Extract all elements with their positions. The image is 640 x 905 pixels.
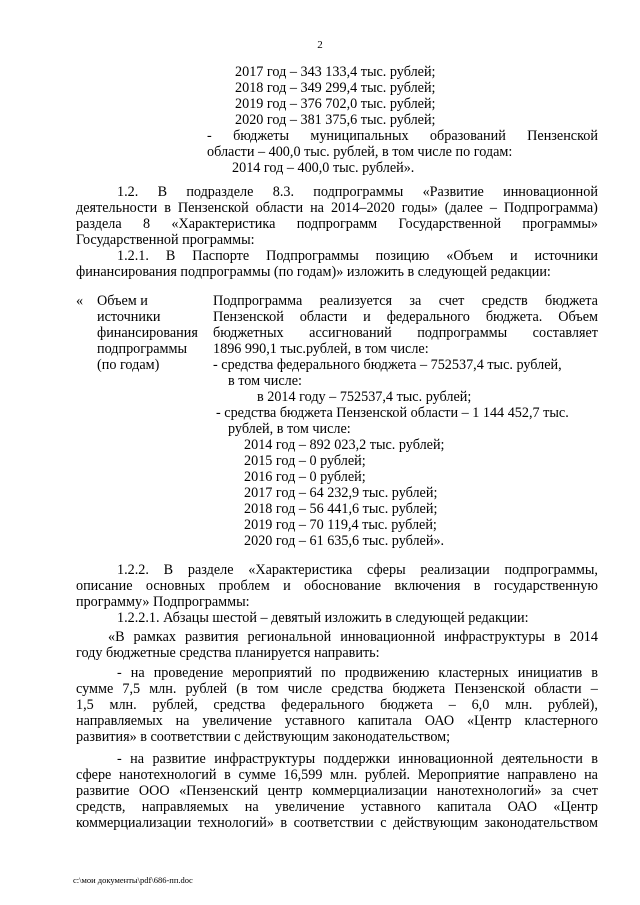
year-line: 2020 год – 381 375,6 тыс. рублей; (235, 112, 436, 128)
file-path-footer: с:\мои документы\pdf\686-пп.doc (73, 875, 193, 885)
bullet-line: развития» в соответствии с действующим законодательством; (76, 729, 451, 745)
table-label: финансирования (97, 325, 198, 341)
municipal-line: 2014 год – 400,0 тыс. рублей». (232, 160, 415, 176)
table-year-line: 2014 год – 892 023,2 тыс. рублей; (244, 437, 445, 453)
year-line: 2017 год – 343 133,4 тыс. рублей; (235, 64, 436, 80)
year-line: 2019 год – 376 702,0 тыс. рублей; (235, 96, 436, 112)
table-year-line: 2019 год – 70 119,4 тыс. рублей; (244, 517, 437, 533)
table-label: подпрограммы (97, 341, 187, 357)
paragraph-line: Государственной программы: (76, 232, 255, 248)
table-value-line: - средства федерального бюджета – 752537,4 тыс. рублей, (213, 357, 562, 373)
municipal-line: области – 400,0 тыс. рублей, в том числе по годам: (207, 144, 513, 160)
paragraph-line: 1.2. В подразделе 8.3. подпрограммы «Развитие инновационной (117, 184, 598, 200)
paragraph-line: «В рамках развития региональной инновационной инфраструктуры в 2014 (108, 629, 598, 645)
table-value-line: рублей, в том числе: (228, 421, 351, 437)
table-value-line: бюджетных ассигнований подпрограммы составляет (213, 325, 598, 341)
paragraph-line: 1.2.1. В Паспорте Подпрограммы позицию «Объем и источники (117, 248, 598, 264)
table-year-line: 2015 год – 0 рублей; (244, 453, 366, 469)
bullet-line: 1,5 млн. рублей, средства федерального бюджета – 6,0 млн. рублей), (76, 697, 598, 713)
table-year-line: 2020 год – 61 635,6 тыс. рублей». (244, 533, 445, 549)
table-label: Объем и (97, 293, 148, 309)
paragraph-line: раздела 8 «Характеристика подпрограмм Государственной программы» (76, 216, 598, 232)
bullet-line: направляемых на увеличение уставного капитала ОАО «Центр кластерного (76, 713, 598, 729)
bullet-line: коммерциализации технологий» в соответствии с действующим законодательством (76, 815, 598, 831)
table-year-line: 2017 год – 64 232,9 тыс. рублей; (244, 485, 438, 501)
paragraph-line: 1.2.2.1. Абзацы шестой – девятый изложить в следующей редакции: (117, 610, 529, 626)
table-year-line: 2016 год – 0 рублей; (244, 469, 366, 485)
paragraph-line: описание основных проблем и обоснование включения в государственную (76, 578, 598, 594)
paragraph-line: финансирования подпрограммы (по годам)» изложить в следующей редакции: (76, 264, 551, 280)
bullet-line: сумме 7,5 млн. рублей (в том числе средства бюджета Пензенской области – (76, 681, 598, 697)
bullet-line: - на проведение мероприятий по продвижению кластерных инициатив в (117, 665, 598, 681)
table-year-line: 2018 год – 56 441,6 тыс. рублей; (244, 501, 438, 517)
table-value-line: в 2014 году – 752537,4 тыс. рублей; (257, 389, 472, 405)
page-number: 2 (317, 39, 323, 51)
bullet-line: - на развитие инфраструктуры поддержки инновационной деятельности в (117, 751, 598, 767)
bullet-line: сфере нанотехнологий в сумме 16,599 млн. рублей. Мероприятие направлено на (76, 767, 598, 783)
bullet-line: развитие ООО «Пензенский центр коммерциализации нанотехнологий» за счет (76, 783, 598, 799)
paragraph-line: году бюджетные средства планируется направить: (76, 645, 380, 661)
paragraph-line: 1.2.2. В разделе «Характеристика сферы реализации подпрограммы, (117, 562, 598, 578)
table-label: источники (97, 309, 161, 325)
table-value-line: - средства бюджета Пензенской области – 1 144 452,7 тыс. (216, 405, 569, 421)
table-value-line: в том числе: (228, 373, 302, 389)
paragraph-line: программу» Подпрограммы: (76, 594, 250, 610)
paragraph-line: деятельности в Пензенской области на 2014–2020 годы» (далее – Подпрограмма) (76, 200, 598, 216)
table-label: (по годам) (97, 357, 160, 373)
opening-quote: « (76, 293, 84, 309)
municipal-line: - бюджеты муниципальных образований Пензенской (207, 128, 598, 144)
table-value-line: Пензенской области и федерального бюджета. Объем (213, 309, 598, 325)
table-value-line: 1896 990,1 тыс.рублей, в том числе: (213, 341, 429, 357)
bullet-line: средств, направляемых на увеличение уставного капитала ОАО «Центр (76, 799, 598, 815)
table-value-line: Подпрограмма реализуется за счет средств бюджета (213, 293, 598, 309)
year-line: 2018 год – 349 299,4 тыс. рублей; (235, 80, 436, 96)
